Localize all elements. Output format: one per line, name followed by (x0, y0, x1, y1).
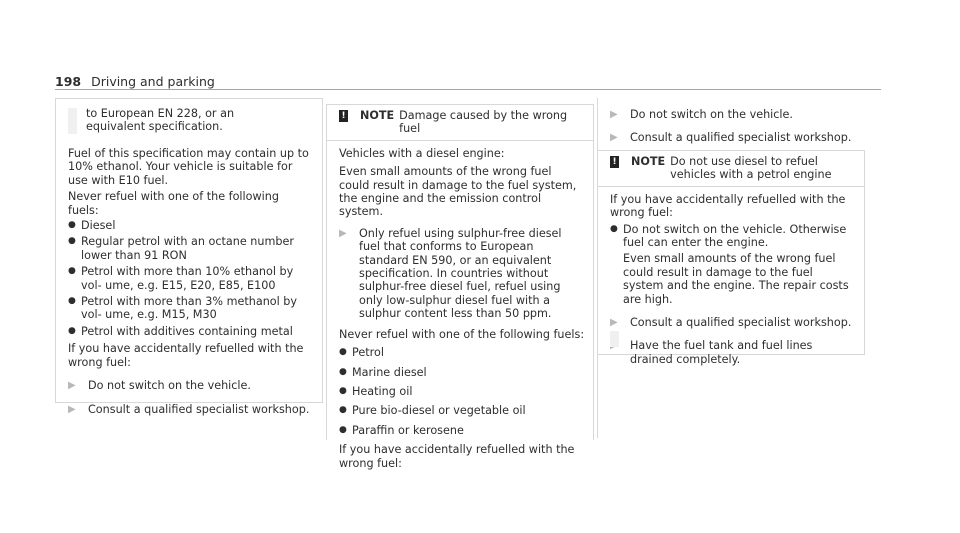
continuation-bar (68, 108, 77, 134)
fuel-list (68, 219, 313, 338)
column-1 (55, 98, 323, 416)
bullet-icon: ● (68, 236, 76, 247)
step-item: ▶ Do not switch on the vehicle. (68, 379, 251, 393)
step-item: ▶ Consult a qualified specialist workshop. (68, 402, 310, 416)
page-header (55, 74, 215, 89)
step-item: ▶ Consult a qualified specialist workshop. (610, 316, 852, 330)
bullet-icon: ● (339, 424, 347, 435)
warning-icon: ! (339, 110, 348, 122)
bullet-icon: ● (68, 220, 76, 231)
list-item: ● Petrol with additives containing metal (68, 324, 293, 338)
step-item: Have the fuel tank and fuel lines drained completely. (610, 339, 856, 366)
step-item: ▶ Consult a qualified specialist workshop. (610, 131, 852, 145)
paragraph: If you have accidentally refuelled with the wrong fuel: (610, 192, 846, 220)
warning-icon: ! (610, 156, 619, 168)
play-arrow-icon: ▶ (610, 317, 618, 329)
list-item: ● Pure bio-diesel or vegetable oil (339, 404, 526, 418)
sub-paragraph: Even small amounts of the wrong fuel could result in damage to the fuel system and the engine. The repair costs are high. (623, 252, 849, 306)
bullet-icon: ● (68, 325, 76, 336)
list-item: ● Marine diesel (339, 365, 427, 379)
list-item: ● Do not switch on the vehicle. Otherwise fuel can enter the engine. Even small amounts of the wrong fuel could result in damage to the fuel system and the engine. The repair costs are high. (610, 223, 856, 306)
note-title: Do not use diesel to refuel vehicles with a petrol engine (670, 155, 832, 182)
note-label: NOTE (631, 155, 666, 168)
play-arrow-icon: ▶ (610, 109, 618, 120)
bullet-icon: ● (339, 405, 347, 416)
step-item: ▶ Do not switch on the vehicle. (610, 108, 793, 121)
paragraph: Even small amounts of the wrong fuel could result in damage to the fuel system, the engine and the emission control system. (339, 165, 577, 219)
play-arrow-icon: ▶ (68, 403, 76, 415)
bullet-icon: ● (68, 296, 76, 307)
bullet-icon: ● (339, 385, 347, 396)
play-arrow-icon: ▶ (610, 132, 618, 144)
bullet-icon: ● (68, 266, 76, 277)
header-rule (55, 89, 881, 90)
column-3-steps (610, 108, 860, 145)
play-arrow-icon: ▶ (68, 380, 76, 392)
list-item: ● Petrol with more than 10% ethanol by vol- ume, e.g. E15, E20, E85, E100 (68, 265, 294, 292)
list-item: ● Petrol (339, 346, 384, 360)
list-item: ● Paraffin or kerosene (339, 423, 464, 437)
list-item: ● Regular petrol with an octane number lower than 91 RON (68, 235, 294, 262)
paragraph: Vehicles with a diesel engine: (339, 146, 505, 160)
step-item: ▶ Only refuel using sulphur-free diesel fuel that conforms to European standard EN 590, or an equivalent specification. In countries without sulphur-free diesel fuel, refuel using only low-sulphur diesel fuel with a sulphur content less than 50 ppm. (339, 226, 562, 321)
bullet-icon: ● (339, 366, 347, 377)
page-number: 198 (55, 74, 82, 89)
paragraph: Never refuel with one of the following fuels: (68, 190, 279, 217)
paragraph: Never refuel with one of the following fuels: (339, 327, 585, 341)
note-title: Damage caused by the wrong fuel (399, 109, 568, 136)
paragraph: If you have accidentally refuelled with the wrong fuel: (339, 443, 575, 470)
paragraph: If you have accidentally refuelled with the wrong fuel: (68, 342, 304, 369)
section-title: Driving and parking (91, 74, 215, 89)
continued-text: to European EN 228, or an equivalent specification. (86, 107, 235, 134)
play-arrow-icon: ▶ (339, 227, 347, 239)
list-item: ● Diesel (68, 219, 116, 233)
note-header (327, 105, 593, 141)
note-label: NOTE (360, 109, 395, 122)
note-box-wrong-fuel (326, 104, 594, 470)
bullet-icon: ● (339, 347, 347, 358)
bullet-icon: ● (610, 223, 618, 234)
section-bar (610, 331, 619, 347)
note-header (598, 151, 864, 187)
note-box-diesel (597, 150, 865, 366)
paragraph: Fuel of this specification may contain up to 10% ethanol. Your vehicle is suitable for use with E10 fuel. (68, 147, 309, 187)
list-item: ● Heating oil (339, 384, 413, 398)
list-item: ● Petrol with more than 3% methanol by vol- ume, e.g. M15, M30 (68, 295, 298, 322)
